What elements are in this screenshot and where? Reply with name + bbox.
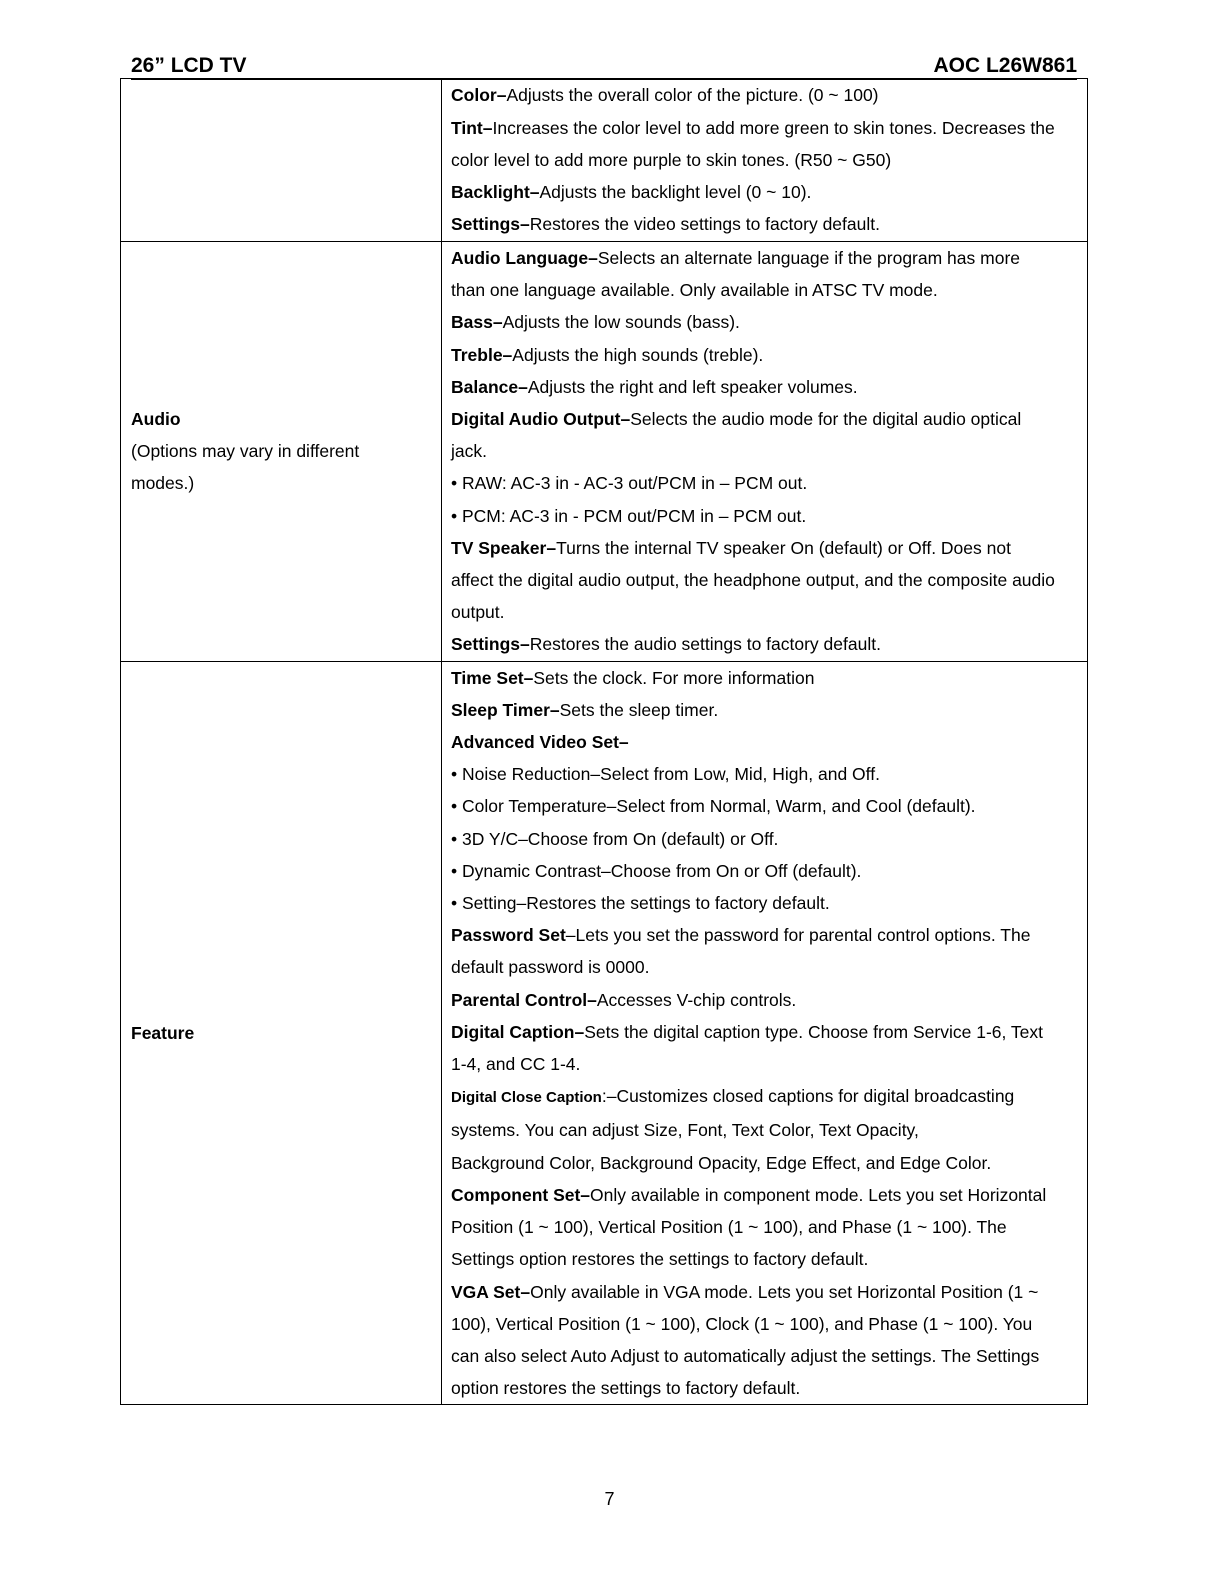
setting-text: systems. You can adjust Size, Font, Text Color, Text Opacity, [451, 1120, 919, 1141]
audio-note: (Options may vary in different [131, 441, 360, 462]
setting-term: Tint– [451, 117, 493, 138]
description-line [451, 564, 1081, 596]
setting-text: can also select Auto Adjust to automatically adjust the settings. The Settings [451, 1345, 1040, 1366]
setting-term: Color– [451, 85, 507, 106]
description-line [451, 1179, 1081, 1211]
description-line [451, 887, 1081, 919]
description-line [451, 1243, 1081, 1275]
description-line [451, 919, 1081, 951]
setting-text: Only available in component mode. Lets you set Horizontal [590, 1184, 1047, 1205]
setting-text: • Noise Reduction–Select from Low, Mid, High, and Off. [451, 764, 880, 785]
header-model: AOC L26W861 [933, 54, 1077, 77]
description-line [451, 435, 1081, 467]
table-row-audio [121, 242, 1088, 662]
setting-text: • RAW: AC-3 in - AC-3 out/PCM in – PCM out. [451, 473, 808, 494]
description-line [451, 371, 1081, 403]
setting-term: VGA Set– [451, 1281, 531, 1302]
setting-term: Digital Caption– [451, 1021, 585, 1042]
setting-text: Turns the internal TV speaker On (default) or Off. Does not [556, 537, 1011, 558]
setting-text: Sets the digital caption type. Choose from Service 1-6, Text [584, 1021, 1044, 1042]
setting-term: Digital Close Caption [451, 1089, 602, 1107]
description-line [451, 1080, 1081, 1114]
setting-text: Adjusts the low sounds (bass). [502, 312, 740, 333]
setting-term: Treble– [451, 344, 513, 365]
settings-table [120, 78, 1088, 1405]
description-line [451, 1147, 1081, 1179]
setting-text: 1-4, and CC 1-4. [451, 1054, 581, 1075]
table-row-feature [121, 661, 1088, 1405]
setting-text: color level to add more purple to skin tones. (R50 ~ G50) [451, 149, 892, 170]
setting-text: –Lets you set the password for parental control options. The [565, 925, 1031, 946]
description-line [451, 79, 1081, 111]
description-line [451, 951, 1081, 983]
setting-term: Password Set [451, 925, 566, 946]
setting-text: Only available in VGA mode. Lets you set Horizontal Position (1 ~ [530, 1281, 1039, 1302]
setting-text: Sets the clock. For more information [533, 667, 815, 688]
setting-text: 100), Vertical Position (1 ~ 100), Clock (1 ~ 100), and Phase (1 ~ 100). You [451, 1313, 1033, 1334]
setting-text: Selects the audio mode for the digital audio optical [630, 409, 1022, 430]
description-line [451, 1114, 1081, 1146]
setting-term: Digital Audio Output– [451, 409, 631, 430]
setting-text: Accesses V-chip controls. [596, 989, 797, 1010]
video-description [442, 79, 1088, 242]
setting-term: Backlight– [451, 182, 540, 203]
setting-text: Increases the color level to add more green to skin tones. Decreases the [492, 117, 1055, 138]
setting-term: Balance– [451, 376, 528, 397]
setting-text: Position (1 ~ 100), Vertical Position (1 ~ 100), and Phase (1 ~ 100). The [451, 1217, 1007, 1238]
setting-text: Restores the video settings to factory default. [529, 214, 880, 235]
description-line [451, 467, 1081, 499]
description-line [451, 596, 1081, 628]
setting-text: Sets the sleep timer. [559, 699, 719, 720]
feature-label-cell [121, 661, 442, 1405]
description-line [451, 403, 1081, 435]
description-line [451, 339, 1081, 371]
description-line [451, 758, 1081, 790]
setting-term: Parental Control– [451, 989, 597, 1010]
description-line [451, 1276, 1081, 1308]
setting-text: Background Color, Background Opacity, Edge Effect, and Edge Color. [451, 1152, 992, 1173]
description-line [451, 1211, 1081, 1243]
setting-text: • Color Temperature–Select from Normal, Warm, and Cool (default). [451, 796, 976, 817]
setting-text: Restores the audio settings to factory default. [529, 634, 881, 655]
description-line [451, 208, 1081, 240]
description-line [451, 823, 1081, 855]
feature-description [442, 661, 1088, 1405]
description-line [451, 1048, 1081, 1080]
audio-note-cont: modes.) [131, 473, 195, 494]
setting-term: Settings– [451, 214, 530, 235]
setting-term: Time Set– [451, 667, 534, 688]
description-line [451, 694, 1081, 726]
setting-text: affect the digital audio output, the headphone output, and the composite audio [451, 570, 1055, 591]
video-label-cell [121, 79, 442, 242]
description-line [451, 112, 1081, 144]
description-line [451, 855, 1081, 887]
audio-label: Audio [131, 409, 181, 430]
table-row-video [121, 79, 1088, 242]
setting-term: Sleep Timer– [451, 699, 560, 720]
setting-text: Selects an alternate language if the program has more [597, 248, 1021, 268]
setting-text: than one language available. Only available in ATSC TV mode. [451, 280, 938, 301]
setting-text: jack. [451, 441, 487, 462]
page-header [131, 52, 1077, 80]
description-line [451, 532, 1081, 564]
description-line [451, 1372, 1081, 1404]
setting-text: Adjusts the overall color of the picture. (0 ~ 100) [506, 85, 879, 106]
page-number: 7 [604, 1489, 615, 1509]
description-line [451, 274, 1081, 306]
setting-text: • 3D Y/C–Choose from On (default) or Off. [451, 828, 779, 849]
description-line [451, 662, 1081, 694]
description-line [451, 144, 1081, 176]
description-line [451, 1016, 1081, 1048]
description-line [451, 176, 1081, 208]
setting-term: Bass– [451, 312, 503, 333]
description-line [451, 726, 1081, 758]
description-line [451, 306, 1081, 338]
setting-term: Advanced Video Set– [451, 732, 629, 753]
description-line [451, 500, 1081, 532]
header-product: 26” LCD TV [131, 54, 247, 77]
setting-text: Adjusts the backlight level (0 ~ 10). [539, 182, 812, 203]
setting-text: output. [451, 602, 505, 623]
description-line [451, 628, 1081, 660]
setting-text: Adjusts the right and left speaker volumes. [527, 376, 858, 397]
setting-term: Audio Language– [451, 248, 598, 268]
setting-text: Adjusts the high sounds (treble). [512, 344, 764, 365]
description-line [451, 984, 1081, 1016]
setting-text: option restores the settings to factory default. [451, 1378, 801, 1399]
feature-label: Feature [131, 1022, 195, 1043]
setting-text: • Setting–Restores the settings to factory default. [451, 893, 830, 914]
setting-term: TV Speaker– [451, 537, 557, 558]
setting-text: :–Customizes closed captions for digital broadcasting [601, 1086, 1015, 1107]
setting-term: Settings– [451, 634, 530, 655]
setting-text: Settings option restores the settings to factory default. [451, 1249, 869, 1270]
setting-text: • PCM: AC-3 in - PCM out/PCM in – PCM out. [451, 505, 807, 526]
description-line [451, 1340, 1081, 1372]
description-line [451, 1308, 1081, 1340]
setting-text: • Dynamic Contrast–Choose from On or Off (default). [451, 860, 862, 881]
setting-text: default password is 0000. [451, 957, 650, 978]
description-line [451, 242, 1081, 274]
audio-description [442, 242, 1088, 662]
description-line [451, 790, 1081, 822]
audio-label-cell [121, 242, 442, 662]
setting-term: Component Set– [451, 1184, 591, 1205]
